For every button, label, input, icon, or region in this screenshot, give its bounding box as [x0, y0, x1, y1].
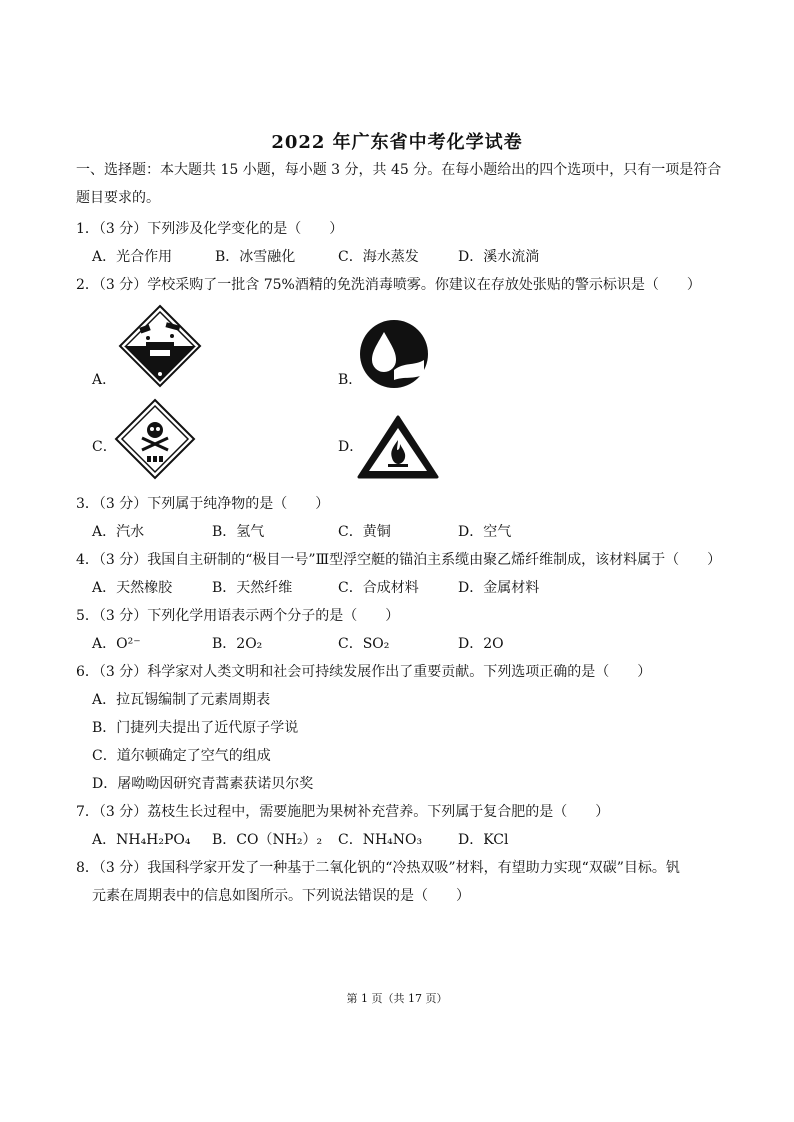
question-4-stem: 4．（3 分）我国自主研制的“极目一号”Ⅲ型浮空艇的锚泊主系缆由聚乙烯纤维制成，该材料属于（ ） — [76, 552, 722, 568]
question-5-option-c: C．SO₂ — [338, 636, 390, 652]
question-2-option-d: D． — [338, 439, 364, 455]
question-3-option-a: A．汽水 — [92, 524, 145, 540]
question-2-option-c: C． — [92, 439, 117, 455]
water-saving-sign-icon — [358, 318, 430, 390]
question-1-option-b: B．冰雪融化 — [215, 249, 296, 265]
section-instructions-line1: 一、选择题：本大题共 15 小题，每小题 3 分，共 45 分。在每小题给出的四个选项中，只有一项是符合 — [76, 162, 722, 178]
question-1-option-a: A．光合作用 — [92, 249, 173, 265]
question-5-stem: 5．（3 分）下列化学用语表示两个分子的是（ ） — [76, 608, 400, 624]
question-3-option-d: D．空气 — [458, 524, 512, 540]
question-8-stem-line2: 元素在周期表中的信息如图所示。下列说法错误的是（ ） — [92, 888, 470, 904]
question-7-option-b: B．CO（NH₂）₂ — [212, 832, 323, 848]
section-instructions-line2: 题目要求的。 — [76, 190, 160, 206]
corrosive-sign-icon — [118, 304, 202, 388]
question-1-stem: 1．（3 分）下列涉及化学变化的是（ ） — [76, 221, 344, 237]
question-6-option-c: C．道尔顿确定了空气的组成 — [92, 748, 271, 764]
question-2-stem: 2．（3 分）学校采购了一批含 75%酒精的免洗消毒喷雾。你建议在存放处张贴的警示标识是（ ） — [76, 277, 701, 293]
flammable-sign-icon — [356, 414, 440, 480]
question-6-stem: 6．（3 分）科学家对人类文明和社会可持续发展作出了重要贡献。下列选项正确的是（ ） — [76, 664, 652, 680]
question-6-option-a: A．拉瓦锡编制了元素周期表 — [92, 692, 271, 708]
question-4-option-b: B．天然纤维 — [212, 580, 293, 596]
question-6-option-b: B．门捷列夫提出了近代原子学说 — [92, 720, 299, 736]
question-8-stem: 8．（3 分）我国科学家开发了一种基于二氧化钒的“冷热双吸”材料，有望助力实现“双碳”目标。钒 — [76, 860, 680, 876]
question-4-option-a: A．天然橡胶 — [92, 580, 173, 596]
question-3-option-c: C．黄铜 — [338, 524, 391, 540]
question-2-option-b: B． — [338, 372, 363, 388]
page-title: 2022 年广东省中考化学试卷 — [271, 132, 523, 153]
toxic-sign-icon — [114, 398, 196, 480]
question-7-option-a: A．NH₄H₂PO₄ — [92, 832, 191, 848]
question-5-option-b: B．2O₂ — [212, 636, 263, 652]
question-7-stem: 7．（3 分）荔枝生长过程中，需要施肥为果树补充营养。下列属于复合肥的是（ ） — [76, 804, 610, 820]
question-3-option-b: B．氢气 — [212, 524, 265, 540]
question-3-stem: 3．（3 分）下列属于纯净物的是（ ） — [76, 496, 330, 512]
question-5-option-d: D．2O — [458, 636, 504, 652]
question-1-option-d: D．溪水流淌 — [458, 249, 540, 265]
question-4-option-c: C．合成材料 — [338, 580, 419, 596]
question-6-option-d: D．屠呦呦因研究青蒿素获诺贝尔奖 — [92, 776, 314, 792]
question-4-option-d: D．金属材料 — [458, 580, 540, 596]
question-1-option-c: C．海水蒸发 — [338, 249, 419, 265]
page-footer: 第 1 页（共 17 页） — [346, 992, 448, 1005]
question-5-option-a: A．O²⁻ — [92, 636, 141, 652]
question-7-option-c: C．NH₄NO₃ — [338, 832, 423, 848]
question-7-option-d: D．KCl — [458, 832, 509, 848]
question-2-option-a: A． — [92, 372, 117, 388]
